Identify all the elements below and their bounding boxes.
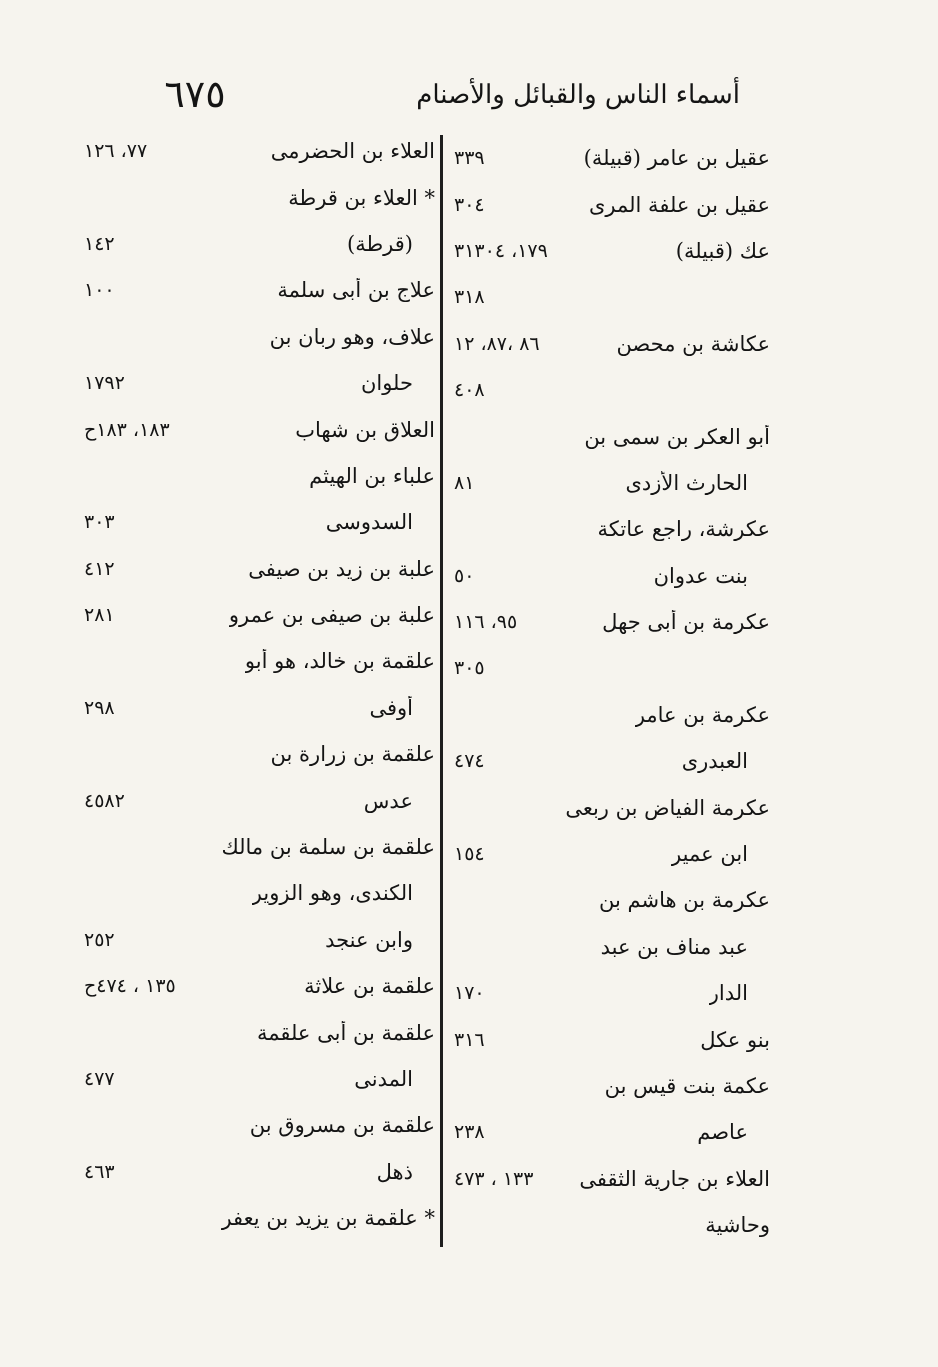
index-entry bbox=[80, 917, 435, 963]
entry-name: بنو عكل bbox=[700, 1027, 770, 1052]
index-entry bbox=[450, 135, 770, 181]
entry-page-refs: ١٧٠ bbox=[454, 982, 485, 1005]
column-divider bbox=[440, 135, 443, 1247]
entry-name: علباء بن الهيثم bbox=[309, 463, 435, 488]
running-title: أسماء الناس والقبائل والأصنام bbox=[416, 80, 740, 110]
index-entry bbox=[80, 1149, 435, 1195]
index-entry bbox=[80, 221, 435, 267]
index-entry bbox=[450, 321, 770, 367]
entry-name: بنت عدوان bbox=[653, 563, 748, 588]
index-entry bbox=[80, 1009, 435, 1055]
entry-name: الكندى، وهو الزوير bbox=[251, 881, 413, 906]
index-entry bbox=[80, 1195, 435, 1241]
entry-name: الدار bbox=[708, 981, 748, 1006]
index-entry bbox=[80, 360, 435, 406]
index-entry bbox=[450, 784, 770, 830]
entry-page-refs: ٨١ bbox=[454, 471, 475, 494]
index-column-left bbox=[80, 128, 435, 1241]
entry-name: علقمة بن خالد، هو أبو bbox=[244, 649, 435, 674]
index-entry bbox=[450, 1202, 770, 1248]
entry-name: العلاق بن شهاب bbox=[295, 417, 435, 442]
index-entry bbox=[80, 499, 435, 545]
index-entry bbox=[80, 777, 435, 823]
index-entry bbox=[80, 638, 435, 684]
index-entry bbox=[450, 645, 770, 691]
index-entry bbox=[80, 546, 435, 592]
index-entry bbox=[450, 1063, 770, 1109]
entry-name: عكرمة الفياض بن ربعى bbox=[565, 795, 770, 820]
entry-page-refs: ٣٠٤ bbox=[454, 193, 485, 216]
entry-name: المدنى bbox=[354, 1067, 413, 1091]
entry-name: وابن عنجد bbox=[325, 927, 413, 952]
index-entry bbox=[450, 831, 770, 877]
index-entry bbox=[450, 924, 770, 970]
index-entry bbox=[80, 314, 435, 360]
entry-name: (قرطة) bbox=[347, 231, 413, 256]
index-entry bbox=[80, 406, 435, 452]
index-entry bbox=[80, 267, 435, 313]
entry-page-refs: ٥٠ bbox=[454, 564, 475, 587]
entry-name: أبو العكر بن سمى بن bbox=[584, 424, 770, 449]
entry-name: علبة بن زيد بن صيفى bbox=[248, 556, 435, 581]
index-entry bbox=[450, 228, 770, 274]
index-entry bbox=[450, 1156, 770, 1202]
entry-name: عكرمة بن عامر bbox=[634, 702, 770, 727]
entry-name: عكرمة بن أبى جهل bbox=[602, 610, 770, 635]
entry-name: * علقمة بن يزيد بن يعفر bbox=[221, 1206, 435, 1231]
index-entry bbox=[450, 877, 770, 923]
index-entry bbox=[450, 599, 770, 645]
index-column-right bbox=[450, 135, 770, 1248]
entry-page-refs: ١٥٤ bbox=[454, 843, 485, 866]
index-entry bbox=[450, 1016, 770, 1062]
index-entry bbox=[80, 1102, 435, 1148]
entry-page-refs: ٤٧٤ bbox=[454, 750, 485, 773]
entry-name: عقيل بن عامر (قبيلة) bbox=[583, 146, 770, 171]
entry-name: عقيل بن علفة المرى bbox=[588, 192, 770, 217]
entry-name: عكرشة، راجع عاتكة bbox=[597, 517, 770, 542]
entry-name: عكاشة بن محصن bbox=[616, 331, 770, 356]
entry-page-refs: ١٠٠ bbox=[84, 279, 115, 302]
entry-page-refs: ١٧٩، ٣١٣٠٤ bbox=[454, 239, 548, 262]
entry-name: الحارث الأزدى bbox=[625, 470, 748, 495]
entry-name: عكمة بنت قيس بن bbox=[604, 1074, 770, 1098]
entry-name: أوفى bbox=[369, 695, 413, 720]
index-entry bbox=[450, 460, 770, 506]
index-entry bbox=[450, 692, 770, 738]
entry-name: عك (قبيلة) bbox=[675, 238, 770, 263]
entry-name: حلوان bbox=[360, 371, 413, 396]
entry-page-refs: ٩٥، ١١٦ bbox=[454, 611, 518, 634]
entry-name: علاف، وهو ربان بن bbox=[269, 324, 435, 349]
index-entry bbox=[80, 453, 435, 499]
index-entry bbox=[450, 367, 770, 413]
entry-page-refs: ٤٥٨٢ bbox=[84, 789, 125, 812]
entry-page-refs: ٣٠٣ bbox=[84, 511, 115, 534]
index-entry bbox=[450, 553, 770, 599]
index-entry bbox=[450, 274, 770, 320]
entry-name: علاج بن أبى سلمة bbox=[277, 278, 435, 303]
index-entry bbox=[450, 738, 770, 784]
entry-name: عبد مناف بن عبد bbox=[600, 934, 748, 959]
entry-name: عاصم bbox=[697, 1120, 748, 1145]
entry-name: العلاء بن جارية الثقفى bbox=[579, 1166, 770, 1191]
index-entry bbox=[450, 413, 770, 459]
entry-page-refs: ٣٠٥ bbox=[454, 657, 485, 680]
entry-name: السدوسى bbox=[325, 510, 413, 535]
index-entry bbox=[80, 685, 435, 731]
entry-page-refs: ٧٧، ١٢٦ bbox=[84, 140, 148, 163]
entry-name: علقمة بن علاثة bbox=[304, 974, 435, 999]
entry-page-refs: ٤١٢ bbox=[84, 557, 115, 580]
index-entry bbox=[450, 1109, 770, 1155]
entry-page-refs: ٤٦٣ bbox=[84, 1160, 115, 1183]
entry-page-refs: ٤٧٧ bbox=[84, 1068, 115, 1090]
entry-page-refs: ٢٩٨ bbox=[84, 696, 115, 719]
entry-name: ابن عمير bbox=[671, 842, 748, 867]
entry-page-refs: ٣١٦ bbox=[454, 1028, 485, 1051]
index-entry bbox=[80, 870, 435, 916]
entry-page-refs: ٢٣٨ bbox=[454, 1121, 485, 1144]
page-number: ٦٧٥ bbox=[164, 72, 226, 116]
entry-page-refs: ٤٠٨ bbox=[454, 379, 485, 402]
entry-name: عكرمة بن هاشم بن bbox=[599, 888, 770, 913]
index-entry bbox=[80, 1056, 435, 1102]
entry-page-refs: ١٣٣ ، ٤٧٣ bbox=[454, 1167, 534, 1190]
index-entry bbox=[80, 592, 435, 638]
index-entry bbox=[80, 963, 435, 1009]
entry-name: * العلاء بن قرطة bbox=[288, 185, 435, 210]
index-entry bbox=[80, 128, 435, 174]
index-entry bbox=[80, 174, 435, 220]
entry-page-refs: ١٧٩٢ bbox=[84, 372, 125, 395]
entry-name: العلاء بن الحضرمى bbox=[270, 139, 435, 164]
entry-name: علقمة بن زرارة بن bbox=[270, 742, 435, 767]
entry-page-refs: ٣٣٩ bbox=[454, 147, 485, 170]
entry-name: علقمة بن أبى علقمة bbox=[256, 1020, 435, 1045]
entry-page-refs: ٣١٨ bbox=[454, 286, 485, 309]
entry-name: علقمة بن مسروق بن bbox=[249, 1113, 435, 1138]
entry-page-refs: ٨٦ ،٨٧، ١٢ bbox=[454, 332, 540, 355]
index-entry bbox=[80, 824, 435, 870]
entry-name: علبة بن صيفى بن عمرو bbox=[228, 603, 435, 628]
entry-page-refs: ٢٨١ bbox=[84, 604, 115, 627]
index-entry bbox=[450, 506, 770, 552]
entry-name: عدس bbox=[363, 788, 413, 813]
entry-name: علقمة بن سلمة بن مالك bbox=[221, 835, 435, 860]
index-entry bbox=[80, 731, 435, 777]
entry-name: ذهل bbox=[376, 1159, 413, 1184]
entry-page-refs: ١٨٣، ١٨٣ح bbox=[84, 418, 170, 441]
entry-page-refs: ١٣٥ ، ٤٧٤ح bbox=[84, 975, 176, 998]
entry-name: وحاشية bbox=[705, 1213, 770, 1238]
entry-name: العبدرى bbox=[681, 749, 748, 774]
index-entry bbox=[450, 181, 770, 227]
entry-page-refs: ٢٥٢ bbox=[84, 928, 115, 951]
entry-page-refs: ١٤٢ bbox=[84, 232, 115, 255]
index-entry bbox=[450, 970, 770, 1016]
